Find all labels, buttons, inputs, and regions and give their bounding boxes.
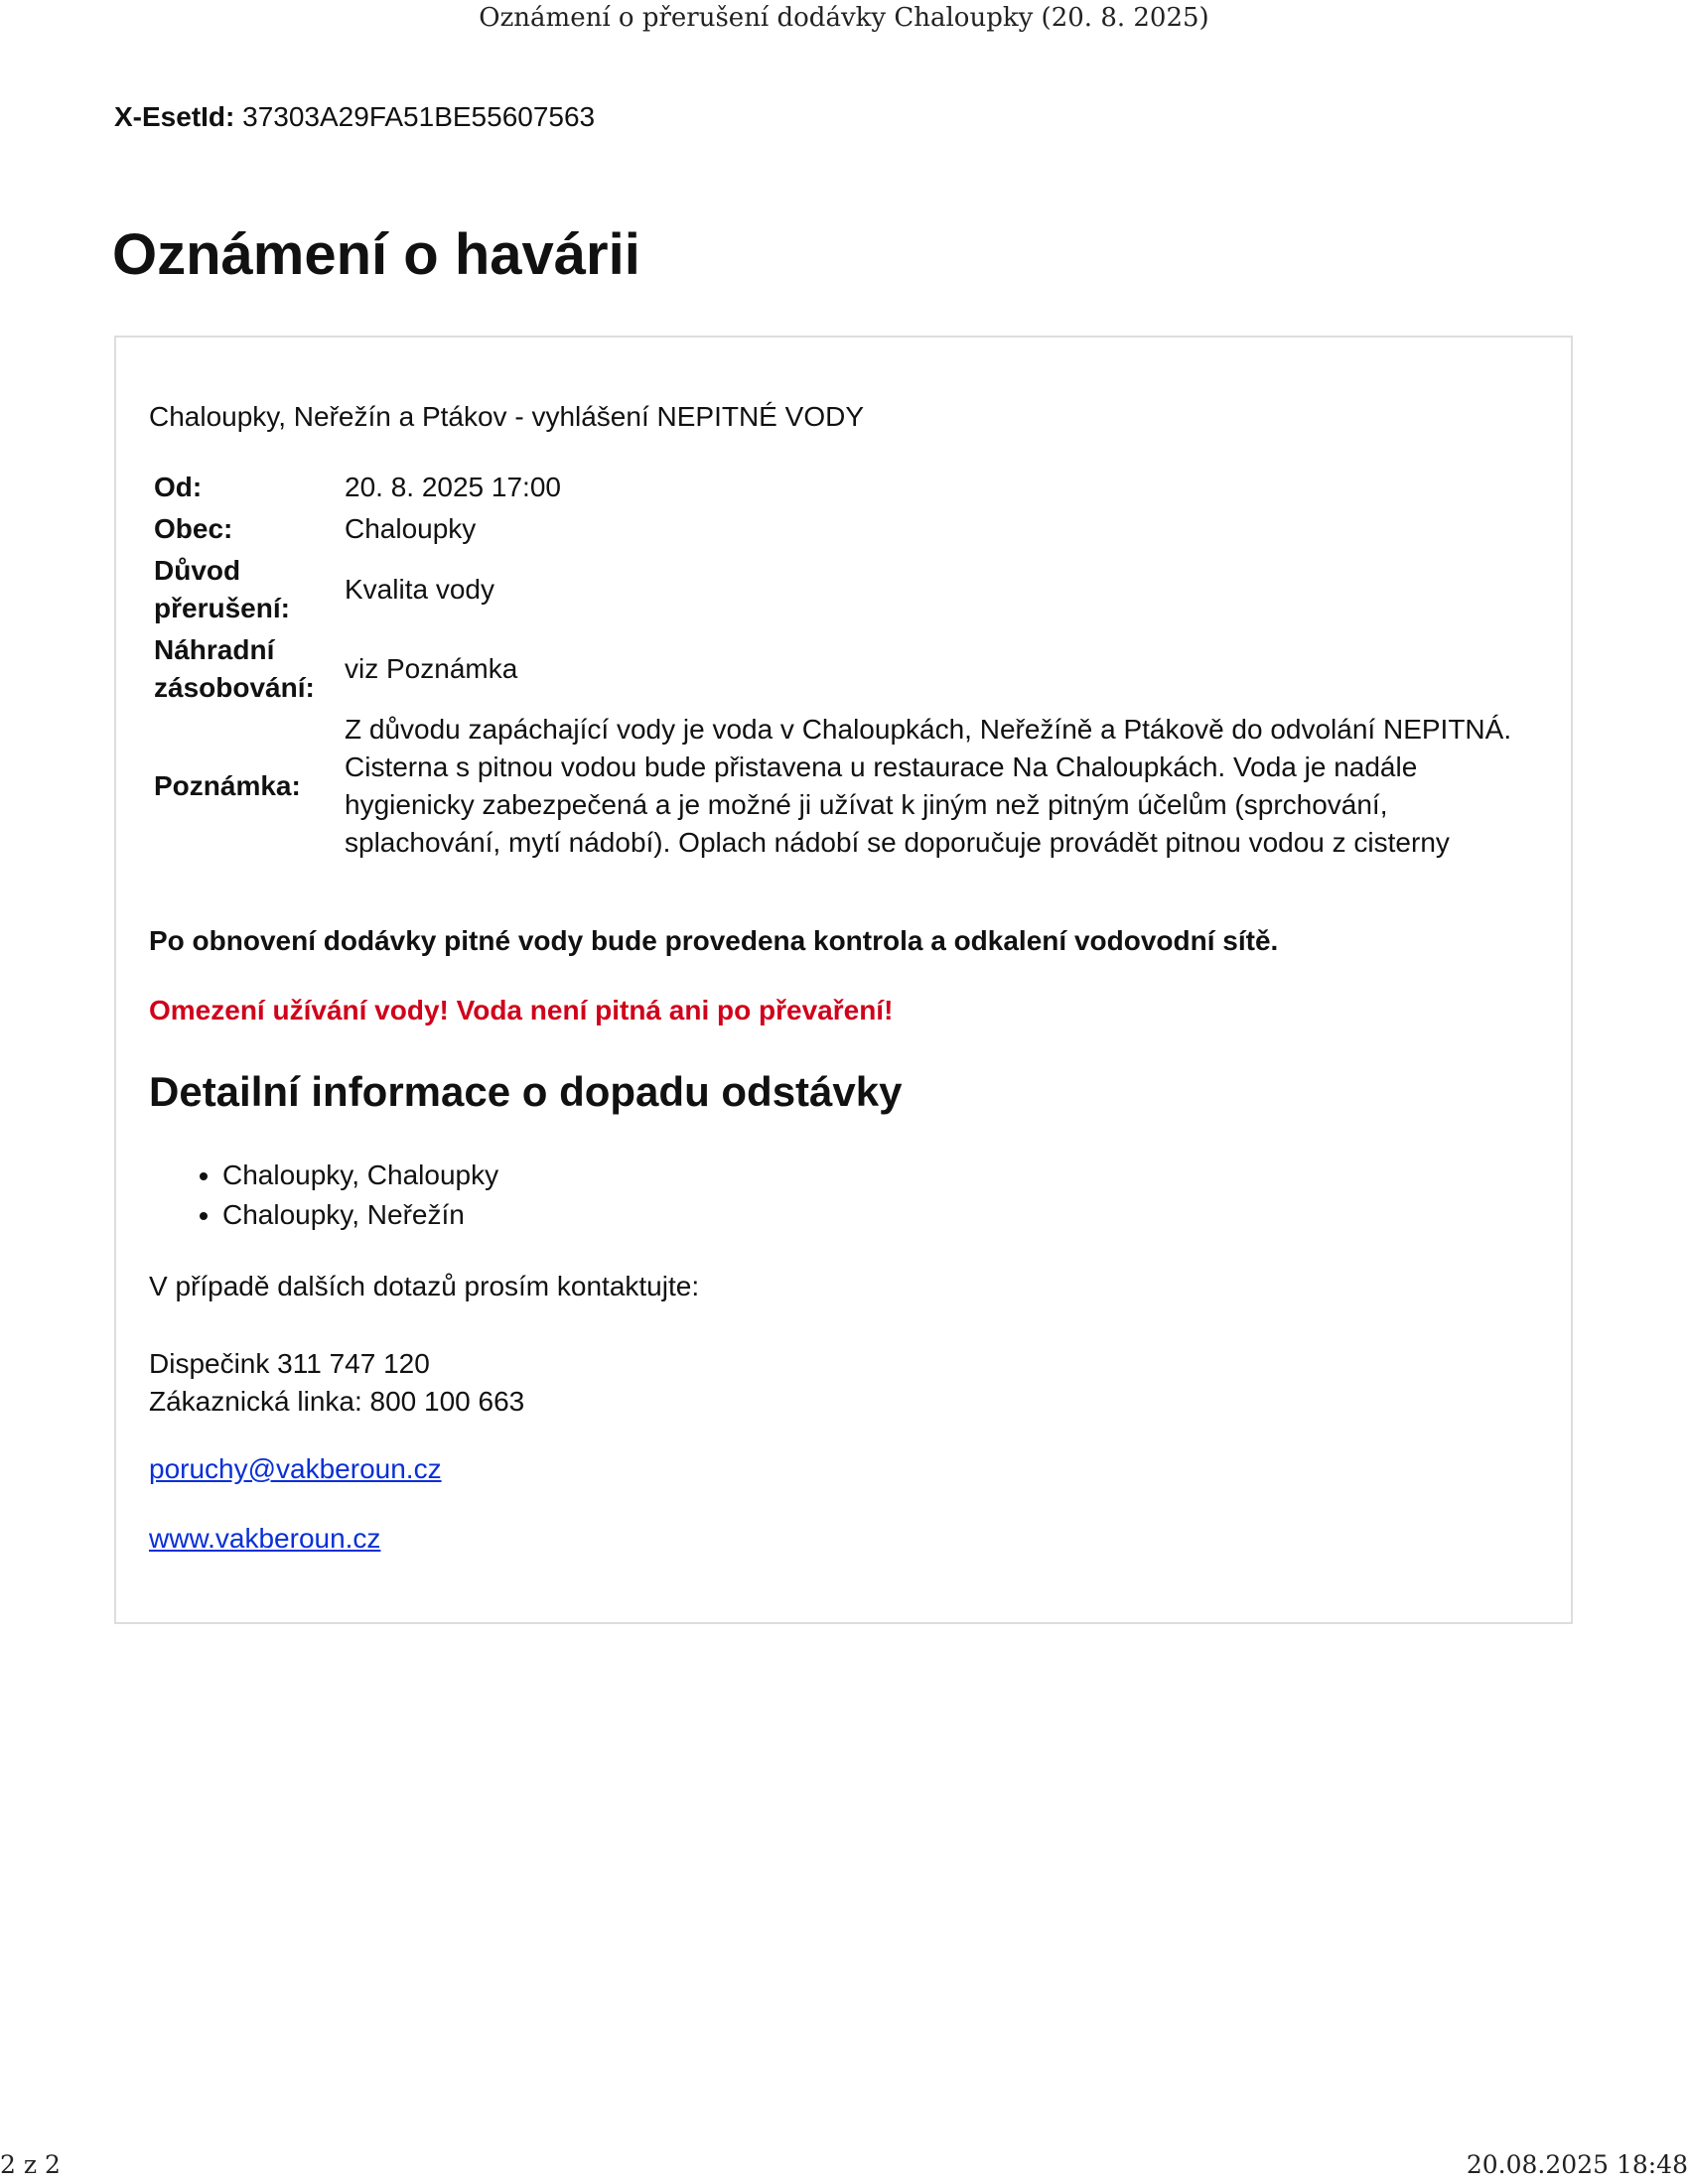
- info-row-nahradni: [149, 629, 1539, 709]
- notice-subject: Chaloupky, Neřežín a Ptákov - vyhlášení NEPITNÉ VODY: [149, 401, 864, 432]
- info-label: Obec:: [154, 513, 233, 544]
- contact-lines: [149, 1345, 524, 1421]
- print-header: Oznámení o přerušení dodávky Chaloupky (20. 8. 2025): [479, 3, 1209, 33]
- eset-id-label: X-EsetId:: [114, 101, 235, 132]
- contact-intro: V případě dalších dotazů prosím kontaktujte:: [149, 1271, 700, 1301]
- info-label: Náhradní zásobování:: [154, 634, 315, 703]
- info-label: Od:: [154, 472, 203, 502]
- eset-id-value: 37303A29FA51BE55607563: [242, 101, 596, 132]
- website-link[interactable]: www.vakberoun.cz: [149, 1523, 381, 1554]
- page-title: Oznámení o havárii: [112, 222, 640, 287]
- info-value: Kvalita vody: [345, 574, 494, 605]
- info-value: Z důvodu zapáchající vody je voda v Chaloupkách, Neřežíně a Ptákově do odvolání NEPITNÁ. Cisterna s pitnou vodou bude přistavena u restaurace Na Chaloupkách. Voda je nadále hygienicky zabezpečená a je možné ji užívat k jiným než pitným účelům (sprchování, splachování, mytí nádobí). Oplach nádobí se doporučuje provádět pitnou vodou z cisterny: [345, 714, 1512, 858]
- eset-id-line: [114, 99, 595, 135]
- customer-line: Zákaznická linka: 800 100 663: [149, 1386, 525, 1417]
- list-item: • Chaloupky, Chaloupky: [222, 1156, 498, 1195]
- info-value: 20. 8. 2025 17:00: [345, 472, 561, 502]
- info-value: Chaloupky: [345, 513, 477, 544]
- restoration-note: Po obnovení dodávky pitné vody bude provedena kontrola a odkalení vodovodní sítě.: [149, 925, 1279, 956]
- detail-title: Detailní informace o dopadu odstávky: [149, 1068, 903, 1115]
- info-label: Důvod přerušení:: [154, 555, 290, 623]
- info-row-od: [149, 467, 1539, 508]
- list-item: • Chaloupky, Neřežín: [222, 1195, 498, 1235]
- notice-card: [114, 336, 1573, 1624]
- print-datetime: 20.08.2025 18:48: [1466, 2150, 1688, 2179]
- email-link[interactable]: poruchy@vakberoun.cz: [149, 1453, 442, 1484]
- info-row-poznamka: [149, 709, 1539, 864]
- info-table: [149, 467, 1539, 864]
- info-label: Poznámka:: [154, 770, 301, 801]
- dispatch-phone: Dispečink 311 747 120: [149, 1348, 430, 1379]
- page-number: 2 z 2: [0, 2150, 61, 2179]
- info-row-duvod: [149, 550, 1539, 629]
- impact-list: [149, 1156, 498, 1235]
- warning-text: Omezení užívání vody! Voda není pitná ani po převaření!: [149, 995, 894, 1025]
- info-value: viz Poznámka: [345, 653, 518, 684]
- info-row-obec: [149, 508, 1539, 550]
